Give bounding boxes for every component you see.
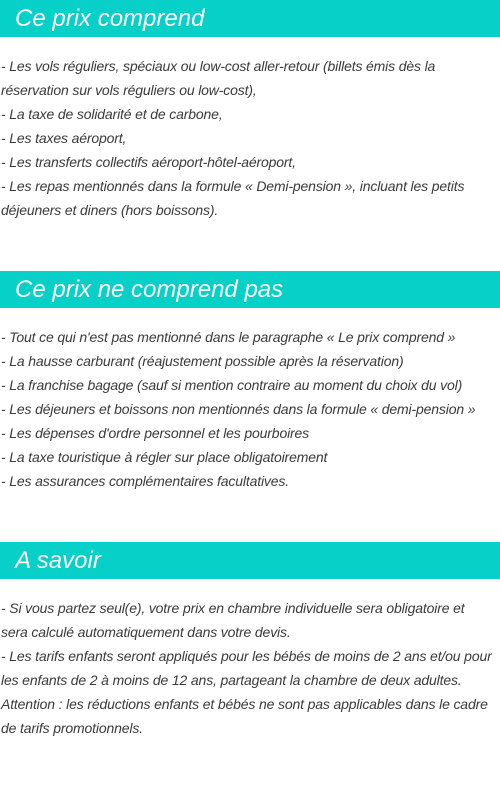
list-item: Attention : les réductions enfants et bébés ne sont pas applicables dans le cadre [1, 696, 488, 712]
list-item: - La franchise bagage (sauf si mention contraire au moment du choix du vol) [1, 377, 463, 393]
list-item: - Tout ce qui n'est pas mentionné dans le paragraphe « Le prix comprend » [1, 329, 456, 345]
list-item: - Les transferts collectifs aéroport-hôtel-aéroport, [1, 154, 296, 170]
section-good-to-know [0, 542, 500, 740]
list-item: - Les dépenses d'ordre personnel et les pourboires [1, 425, 310, 441]
not-included-list [0, 325, 500, 493]
list-item: les enfants de 2 à moins de 12 ans, partageant la chambre de deux adultes. [1, 672, 462, 688]
list-item: de tarifs promotionnels. [1, 720, 143, 736]
included-list [0, 54, 500, 222]
section-title-not-included: Ce prix ne comprend pas [0, 271, 500, 308]
list-item: - Si vous partez seul(e), votre prix en chambre individuelle sera obligatoire et [1, 600, 465, 616]
list-item: - Les vols réguliers, spéciaux ou low-cost aller-retour (billets émis dès la [1, 58, 436, 74]
list-item: - La taxe de solidarité et de carbone, [1, 106, 223, 122]
list-item: - La hausse carburant (réajustement possible après la réservation) [1, 353, 404, 369]
section-title-included: Ce prix comprend [0, 0, 500, 37]
good-to-know-list [0, 596, 500, 740]
list-item: sera calculé automatiquement dans votre devis. [1, 624, 291, 640]
list-item: réservation sur vols réguliers ou low-cost), [1, 82, 257, 98]
list-item: - Les repas mentionnés dans la formule « Demi-pension », incluant les petits [1, 178, 465, 194]
list-item: - Les tarifs enfants seront appliqués pour les bébés de moins de 2 ans et/ou pour [1, 648, 492, 664]
section-not-included [0, 271, 500, 493]
list-item: - Les taxes aéroport, [1, 130, 127, 146]
list-item: - Les déjeuners et boissons non mentionnés dans la formule « demi-pension » [1, 401, 476, 417]
list-item: - La taxe touristique à régler sur place obligatoirement [1, 449, 328, 465]
list-item: - Les assurances complémentaires facultatives. [1, 473, 290, 489]
list-item: déjeuners et diners (hors boissons). [1, 202, 219, 218]
section-title-good-to-know: A savoir [0, 542, 500, 579]
section-included [0, 0, 500, 222]
